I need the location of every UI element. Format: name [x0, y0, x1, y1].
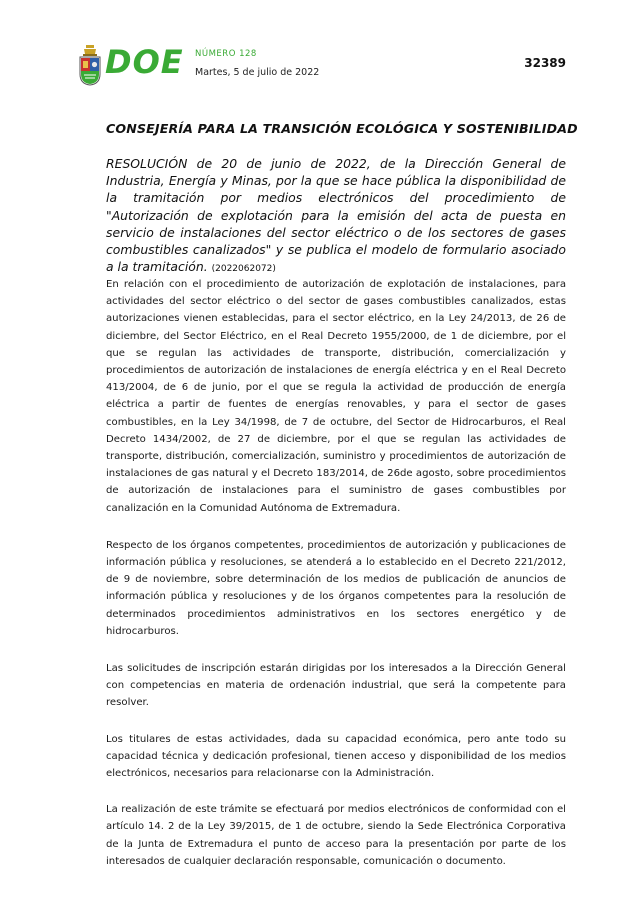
department-heading: CONSEJERÍA PARA LA TRANSICIÓN ECOLÓGICA Y SOSTENIBILIDAD — [106, 121, 578, 136]
paragraph: Los titulares de estas actividades, dada su capacidad económica, pero ante todo su capacidad técnica y dedicación profesional, tienen acceso y disponibilidad de los medios electrónicos, necesarios para relacionarse con la Administración. — [106, 733, 566, 780]
paragraph: Respecto de los órganos competentes, procedimientos de autorización y publicaciones de información pública y resoluciones, se atenderá a lo establecido en el Decreto 221/2012, de 9 de noviembre, sobre determinación de los medios de publicación de anuncios de información pública y resoluciones y de los órganos competentes para la resolución de determinados procedimientos administrativos en los sectores energético y de hidrocarburos. — [106, 539, 566, 637]
coat-of-arms-icon — [78, 44, 102, 86]
publication-date: Martes, 5 de julio de 2022 — [195, 67, 320, 78]
paragraph: La realización de este trámite se efectuará por medios electrónicos de conformidad con el artículo 14. 2 de la Ley 39/2015, de 1 de octubre, siendo la Sede Electrónica Corporativa de la Junta de Extremadura el punto de acceso para la presentación por parte de los interesados de cualquier declaración responsable, comunicación o documento. — [106, 804, 566, 867]
document-body — [106, 276, 566, 870]
page-header — [78, 44, 566, 88]
paragraph: Las solicitudes de inscripción estarán dirigidas por los interesados a la Dirección General con competencias en materia de ordenación industrial, que será la competente para resolver. — [106, 663, 566, 709]
issue-number: NÚMERO 128 — [195, 49, 257, 59]
page-number: 32389 — [524, 56, 566, 70]
resolution-title — [106, 155, 566, 278]
resolution-code: (2022062072) — [211, 264, 276, 275]
paragraph: En relación con el procedimiento de autorización de explotación de instalaciones, para actividades del sector eléctrico o del sector de gases combustibles canalizados, estas autorizaciones vienen establecidas, para el sector eléctrico, en la Ley 24/2013, de 26 de diciembre, del Sector Eléctrico, en el Real Decreto 1955/2000, de 1 de diciembre, por el que se regulan las actividades de transporte, distribución, comercialización y procedimientos de autorización de instalaciones de energía eléctrica y en el Real Decreto 413/2004, de 6 de junio, por el que se regula la actividad de producción de energía eléctrica a partir de fuentes de energías renovables, y para el sector de gases combustibles, en la Ley 34/1998, de 7 de octubre, del Sector de Hidrocarburos, el Real Decreto 1434/2002, de 27 de diciembre, por el que se regulan las actividades de transporte, distribución, comercialización, suministro y procedimientos de autorización de instalaciones de gas natural y el Decreto 183/2014, de 26de agosto, sobre procedimientos de autorización de instalaciones para el suministro de gases combustibles por canalización en la Comunidad Autónoma de Extremadura. — [106, 279, 566, 514]
resolution-text: RESOLUCIÓN de 20 de junio de 2022, de la Dirección General de Industria, Energía y Minas, por la que se hace pública la disponibilidad de la tramitación por medios electrónicos del procedimiento de "Autorización de explotación para la emisión del acta de puesta en servicio de instalaciones del sector eléctrico o de los sectores de gases combustibles canalizados" y se publica el modelo de formulario asociado a la tramitación. — [106, 156, 566, 275]
doe-logo: DOE — [105, 43, 184, 81]
